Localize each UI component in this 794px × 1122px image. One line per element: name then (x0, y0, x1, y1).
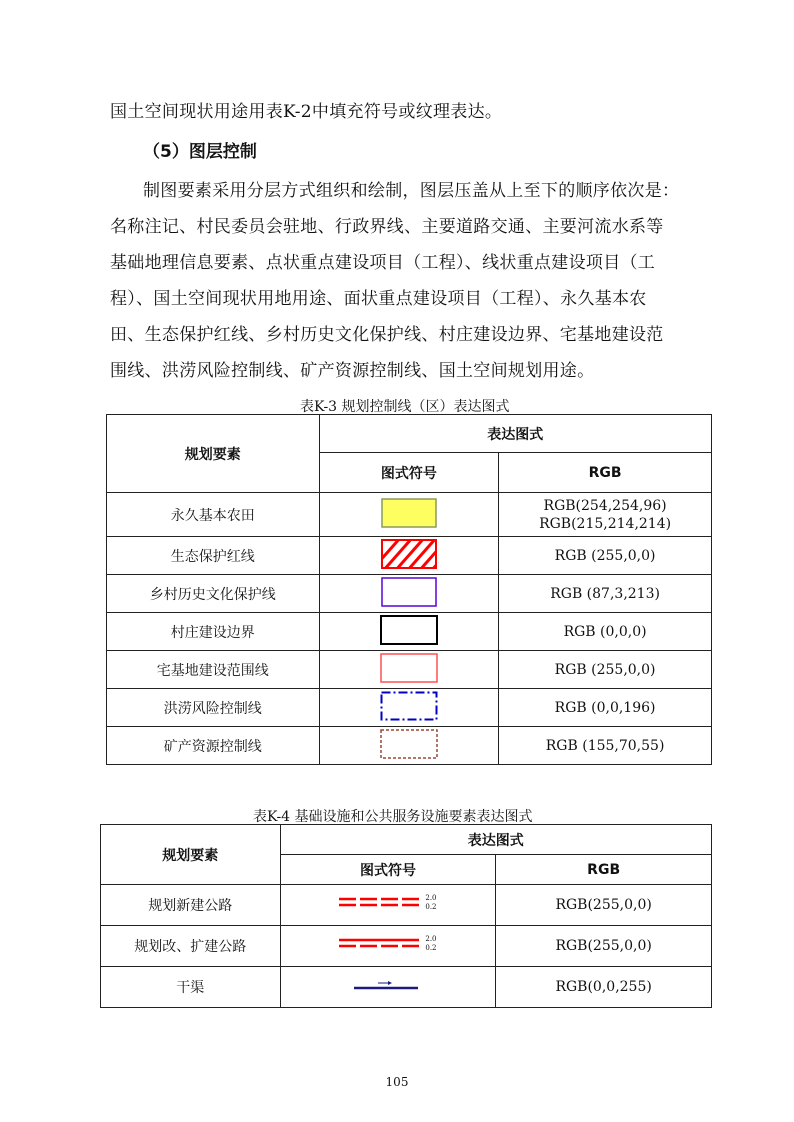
rgb-value: RGB (0,0,0) (499, 613, 712, 651)
rgb-value: RGB(215,214,214) (539, 515, 672, 532)
element-name: 生态保护红线 (107, 537, 320, 575)
paragraph-line: 田、生态保护红线、乡村历史文化保护线、村庄建设边界、宅基地建设范 (110, 325, 664, 345)
rgb-value: RGB(255,0,0) (496, 885, 712, 926)
element-name: 干渠 (101, 967, 281, 1008)
blue-dashdot-outline-icon (380, 691, 438, 725)
table-row (101, 967, 712, 1008)
dimension-label: 2.0 (425, 935, 437, 943)
header-element: 规划要素 (107, 415, 320, 493)
table-k4 (100, 824, 712, 1008)
red-outline-icon (380, 653, 438, 687)
table-row (107, 537, 712, 575)
element-name: 矿产资源控制线 (107, 727, 320, 765)
table-row (101, 885, 712, 926)
dimension-label: 2.0 (425, 894, 437, 902)
paragraph-line: 名称注记、村民委员会驻地、行政界线、主要道路交通、主要河流水系等 (110, 217, 664, 237)
element-name: 洪涝风险控制线 (107, 689, 320, 727)
paragraph-line: 程）、国土空间现状用地用途、面状重点建设项目（工程）、永久基本农 (110, 289, 647, 309)
table-caption: 表K-3 规划控制线（区）表达图式 (300, 399, 510, 415)
element-name: 规划改、扩建公路 (101, 926, 281, 967)
red-hatch-icon (381, 539, 437, 573)
table-row (107, 575, 712, 613)
red-dashed-road-icon (339, 892, 436, 914)
paragraph-line: 国土空间现状用途用表K-2中填充符号或纹理表达。 (110, 102, 503, 122)
rgb-value: RGB(255,0,0) (496, 926, 712, 967)
dimension-label: 0.2 (425, 903, 437, 911)
paragraph-line: 围线、洪涝风险控制线、矿产资源控制线、国土空间规划用途。 (110, 361, 595, 381)
header-expression: 表达图式 (280, 825, 711, 855)
element-name: 乡村历史文化保护线 (107, 575, 320, 613)
rgb-value: RGB (87,3,213) (499, 575, 712, 613)
table-row (107, 613, 712, 651)
paragraph-line: 制图要素采用分层方式组织和绘制，图层压盖从上至下的顺序依次是： (143, 181, 680, 201)
section-heading: （5）图层控制 (143, 142, 257, 162)
purple-outline-icon (381, 577, 437, 611)
red-dashed-solid-road-icon (339, 933, 436, 955)
table-k3 (106, 414, 712, 765)
element-name: 永久基本农田 (107, 493, 320, 537)
table-row (101, 926, 712, 967)
table-row (107, 651, 712, 689)
table-row (107, 689, 712, 727)
rgb-value: RGB(254,254,96) (543, 497, 667, 514)
table-row (107, 493, 712, 537)
dimension-label: 0.2 (425, 944, 437, 952)
page-number: 105 (385, 1075, 409, 1089)
rgb-value: RGB (255,0,0) (499, 651, 712, 689)
header-element: 规划要素 (101, 825, 281, 885)
table-row (107, 727, 712, 765)
header-symbol: 图式符号 (280, 855, 496, 885)
header-rgb: RGB (496, 855, 712, 885)
rgb-value: RGB (255,0,0) (499, 537, 712, 575)
rgb-value: RGB(0,0,255) (496, 967, 712, 1008)
table-caption: 表K-4 基础设施和公共服务设施要素表达图式 (253, 809, 533, 825)
blue-canal-arrow-icon (352, 977, 424, 997)
paragraph-line: 基础地理信息要素、点状重点建设项目（工程）、线状重点建设项目（工 (110, 253, 656, 273)
header-rgb: RGB (499, 453, 712, 493)
element-name: 宅基地建设范围线 (107, 651, 320, 689)
farmland-fill-icon (381, 498, 437, 532)
rgb-value: RGB (155,70,55) (499, 727, 712, 765)
element-name: 规划新建公路 (101, 885, 281, 926)
header-symbol: 图式符号 (319, 453, 499, 493)
brown-dashed-outline-icon (380, 729, 438, 763)
header-expression: 表达图式 (319, 415, 712, 453)
black-outline-icon (380, 615, 438, 649)
element-name: 村庄建设边界 (107, 613, 320, 651)
rgb-value: RGB (0,0,196) (499, 689, 712, 727)
